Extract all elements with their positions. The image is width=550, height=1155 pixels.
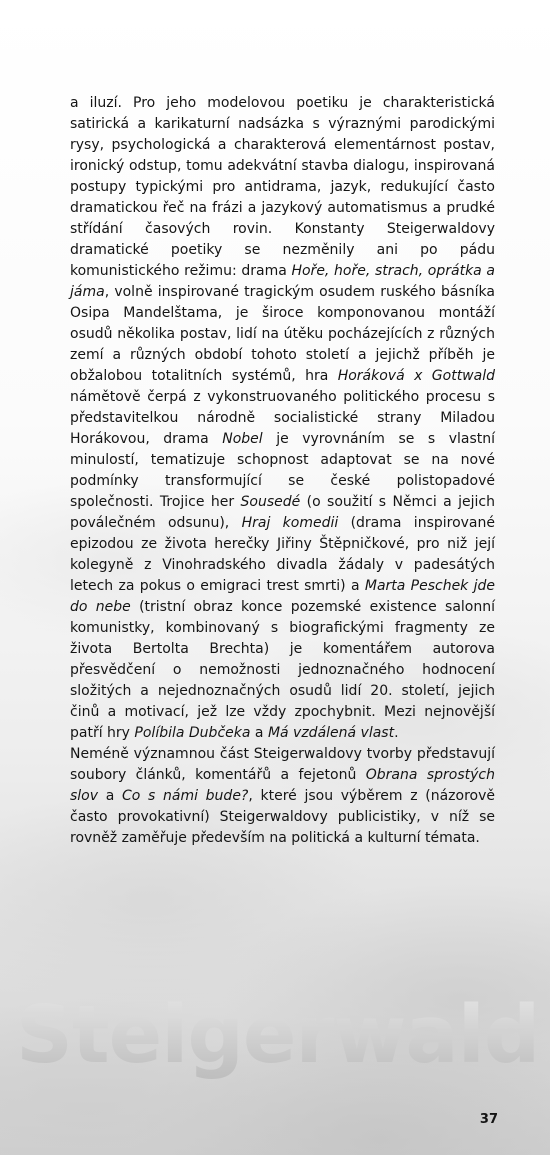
work-title-horakova-x-gottwald: Horáková x Gottwald	[337, 368, 495, 384]
text-run: (o soužití s Němci a jejich poválečném odsunu),	[70, 494, 495, 531]
author-name-watermark: Steigerwald	[16, 989, 540, 1081]
body-text	[70, 93, 495, 849]
text-run: , které jsou výběrem z (názorově často provokativní) Steigerwaldovy publicistiky, v níž se rovněž zaměřuje především na politická a kulturní témata.	[70, 788, 496, 846]
text-run: Neméně významnou část Steigerwaldovy tvorby představují soubory článků, komentářů a fejetonů	[70, 746, 495, 783]
work-title-sousede: Sousedé	[240, 494, 301, 510]
work-title-co-s-nami-bude: Co s námi bude?	[122, 788, 249, 804]
text-run: a	[250, 725, 268, 741]
work-title-nobel: Nobel	[222, 431, 263, 447]
work-title-obrana-sprostych-slov: Obrana sprostých slov	[70, 767, 495, 804]
text-run: , volně inspirované tragickým osudem ruského básníka Osipa Mandelštama, je široce komponovanou montáží osudů několika postav, lidí na útěku pocházejících z různých zemí a různých období tohoto století a jejichž příběh je obžalobou totalitních systémů, hra	[70, 284, 495, 384]
text-run: (drama inspirované epizodou ze života herečky Jiřiny Štěpničkové, pro niž její kolegyně z Vinohradského divadla žádaly v padesátých letech za pokus o emigraci trest smrti) a	[70, 515, 495, 594]
work-title-hraj-komedii: Hraj komedii	[241, 515, 339, 531]
work-title-polibila-dubceka: Políbila Dubčeka	[134, 725, 251, 741]
text-run: námětově čerpá z vykonstruovaného politického procesu s představitelkou národně socialistické strany Miladou Horákovou, drama	[70, 389, 495, 447]
text-run: a	[98, 788, 122, 804]
work-title-hore-hore: Hoře, hoře, strach, oprátka a jáma	[70, 263, 496, 300]
text-run: je vyrovnáním se s vlastní minulostí, tematizuje schopnost adaptovat se na nové podmínky transformující se české polistopadové společnosti. Trojice her	[70, 431, 495, 510]
paragraph-2	[70, 744, 495, 849]
text-run: a iluzí. Pro jeho modelovou poetiku je charakteristická satirická a karikaturní nadsázka s výraznými parodickými rysy, psychologická a charakterová elementárnost postav, ironický odstup, tomu adekvátní stavba dialogu, inspirovaná postupy typickými pro antidrama, jazyk, redukující často dramatickou řeč na frázi a jazykový automatismus a prudké střídání časových rovin. Konstanty Steigerwaldovy dramatické poetiky se nezměnily ani po pádu komunistického režimu: drama	[70, 95, 495, 279]
text-run: .	[394, 725, 399, 741]
work-title-marta-peschek: Marta Peschek jde do nebe	[70, 578, 495, 615]
page-number: 37	[479, 1112, 498, 1127]
work-title-ma-vzdalena-vlast: Má vzdálená vlast	[267, 725, 395, 741]
text-run: (tristní obraz konce pozemské existence salonní komunistky, kombinovaný s biografickými fragmenty ze života Bertolta Brechta) je komentářem autorova přesvědčení o nemožnosti jednoznačného hodnocení složitých a nejednoznačných osudů lidí 20. století, jejich činů a motivací, jež lze vždy zpochybnit. Mezi nejnovější patří hry	[70, 599, 495, 741]
paragraph-1	[70, 93, 495, 744]
